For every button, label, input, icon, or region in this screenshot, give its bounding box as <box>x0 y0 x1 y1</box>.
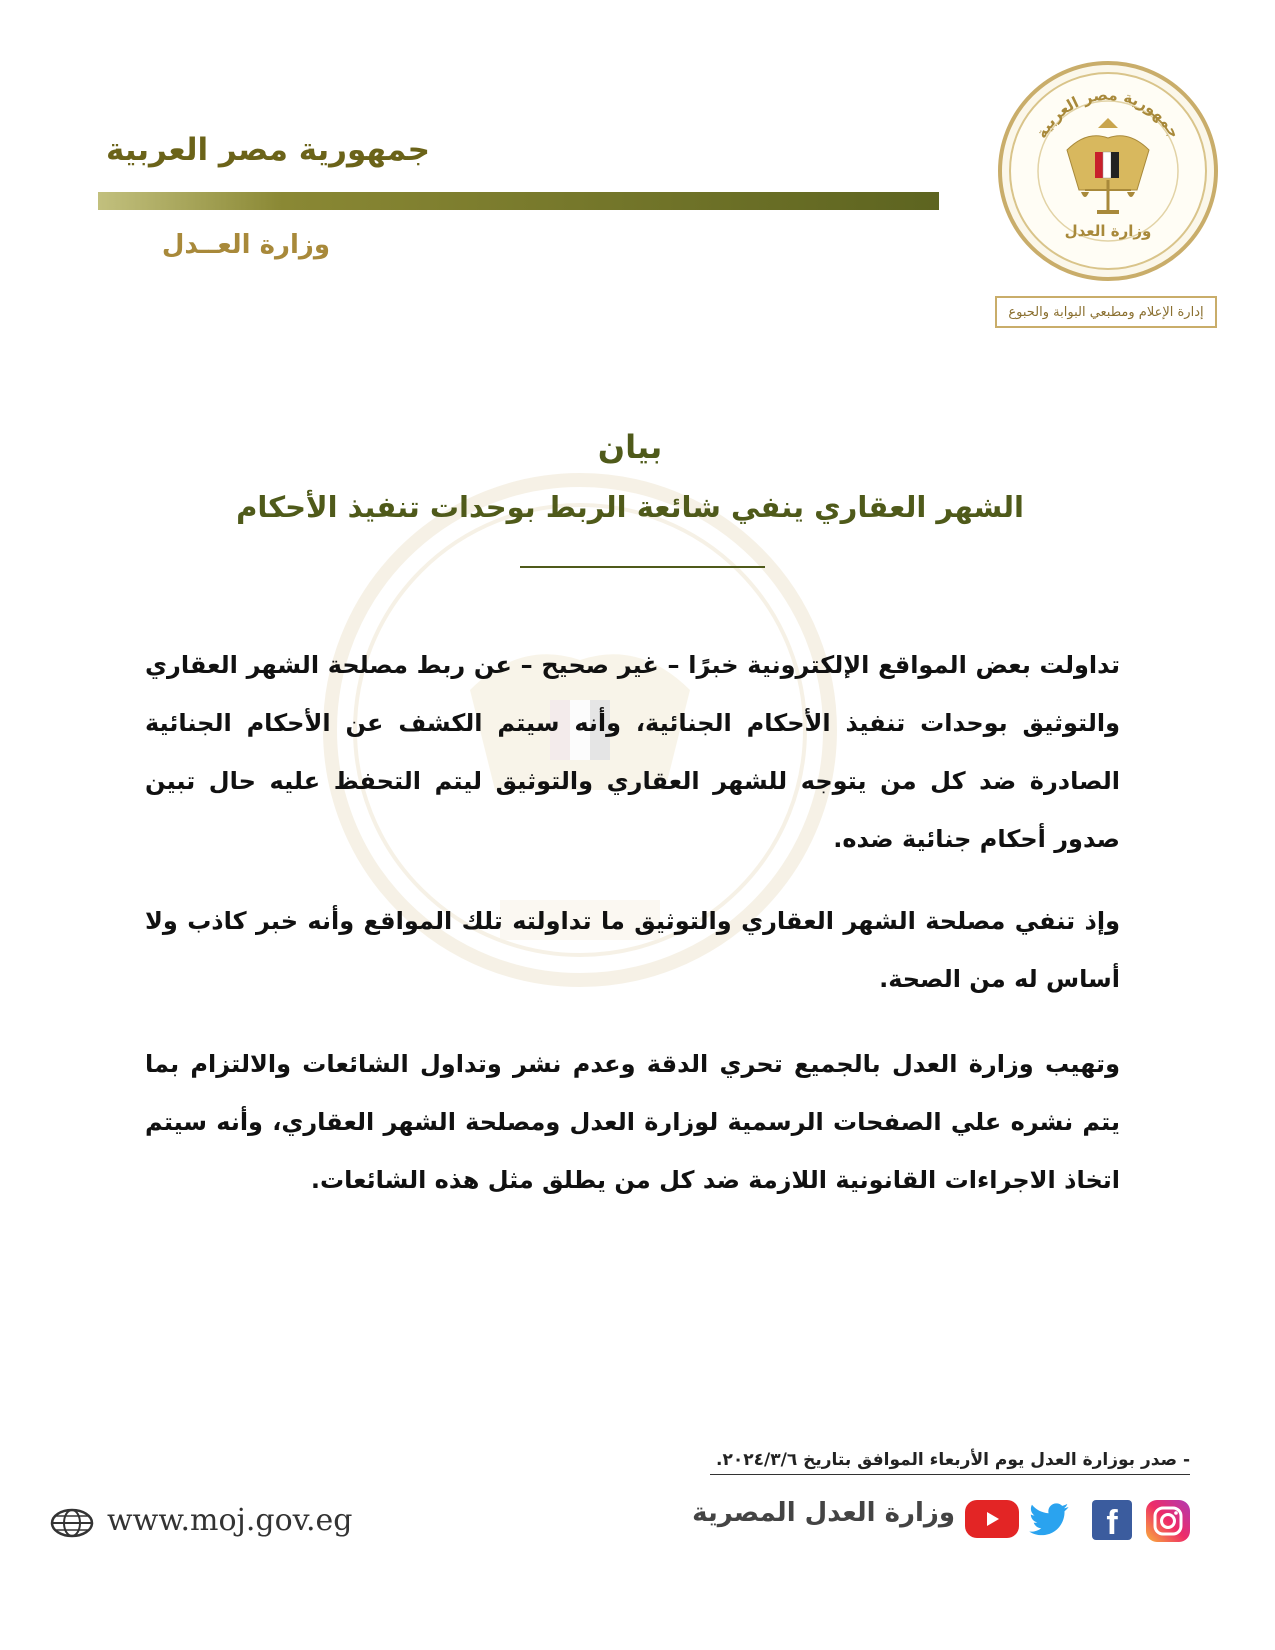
statement-heading: بيان <box>597 428 663 466</box>
ministry-seal-logo <box>997 60 1219 282</box>
header-ministry-name: وزارة العــدل <box>161 230 330 260</box>
statement-paragraph-3: وتهيب وزارة العدل بالجميع تحري الدقة وعدم نشر وتداول الشائعات والالتزام بما يتم نشره علي الصفحات الرسمية لوزارة العدل ومصلحة الشهر العقاري، وأنه سيتم اتخاذ الاجراءات القانونية اللازمة ضد كل من يطلق مثل هذه الشائعات. <box>145 1050 1120 1194</box>
department-label: إدارة الإعلام ومطبعي البوابة والحبوع <box>1008 304 1204 320</box>
issued-date-line: - صدر بوزارة العدل يوم الأربعاء الموافق بتاريخ ٢٠٢٤/٣/٦. <box>710 1450 1190 1475</box>
header-divider-bar <box>98 192 939 210</box>
seal-bottom-text: وزارة العدل <box>1064 222 1152 240</box>
globe-icon <box>50 1508 94 1538</box>
statement-paragraph-2: وإذ تنفي مصلحة الشهر العقاري والتوثيق ما تداولته تلك المواقع وأنه خبر كاذب ولا أساس له من الصحة. <box>145 907 1120 993</box>
statement-subheading: الشهر العقاري ينفي شائعة الربط بوحدات تنفيذ الأحكام <box>236 490 1024 524</box>
statement-paragraph-1: تداولت بعض المواقع الإلكترونية خبرًا – غير صحيح – عن ربط مصلحة الشهر العقاري والتوثيق بوحدات تنفيذ الأحكام الجنائية، وأنه سيتم الكشف عن الأحكام الجنائية الصادرة ضد كل من يتوجه للشهر العقاري والتوثيق ليتم التحفظ عليه حال تبين صدور أحكام جنائية ضده. <box>145 651 1120 853</box>
header-country-name: جمهورية مصر العربية <box>105 132 430 168</box>
seal-top-text: جمهورية مصر العربية <box>1032 85 1184 142</box>
title-underline <box>520 566 765 568</box>
instagram-icon[interactable] <box>1146 1500 1190 1542</box>
twitter-icon[interactable] <box>1028 1500 1074 1538</box>
department-label-box <box>995 296 1217 328</box>
youtube-icon[interactable] <box>965 1500 1019 1538</box>
facebook-icon[interactable]: f <box>1092 1500 1132 1540</box>
website-link[interactable]: www.moj.gov.eg <box>107 1503 353 1538</box>
footer-ministry-name: وزارة العدل المصرية <box>692 1498 955 1528</box>
